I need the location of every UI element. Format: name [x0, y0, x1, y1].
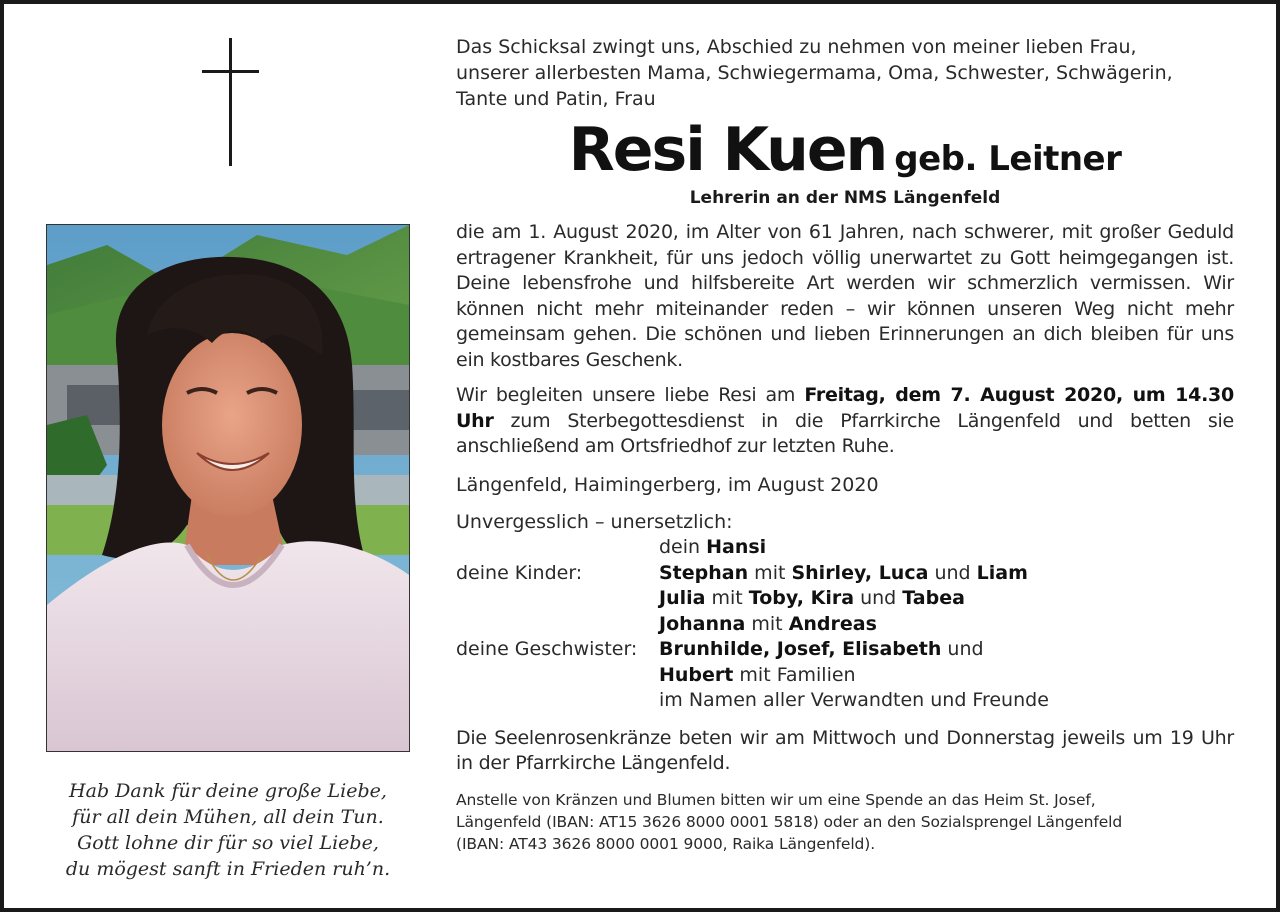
poem-line: für all dein Mühen, all dein Tun. [72, 806, 384, 828]
family-name: Hubert [659, 663, 734, 686]
family-name: Toby, Kira [748, 587, 855, 609]
family-name: Brunhilde, Josef, Elisabeth [659, 638, 942, 660]
name-main: Resi Kuen [568, 115, 887, 185]
family-row [456, 637, 1234, 663]
children-label: deine Kinder: [456, 561, 583, 584]
donation-line: Längenfeld (IBAN: AT15 3626 8000 0001 5818) oder an den Sozialsprengel Längenfeld [456, 812, 1123, 831]
poem-line: du mögest sanft in Frieden ruh’n. [65, 858, 391, 880]
family-text: mit [745, 612, 789, 635]
family-text: mit [705, 587, 749, 609]
family-text: dein [659, 536, 707, 558]
intro-line: unserer allerbesten Mama, Schwiegermama, Oma, Schwester, Schwägerin, [456, 62, 1173, 84]
family-row [456, 688, 1234, 714]
deceased-name [456, 114, 1234, 186]
family-row [456, 612, 1234, 638]
donation-line: (IBAN: AT43 3626 8000 0001 9000, Raika Längenfeld). [456, 834, 876, 853]
intro-line: Das Schicksal zwingt uns, Abschied zu nehmen von meiner lieben Frau, [456, 36, 1137, 58]
family-name: Shirley, Luca [791, 561, 929, 584]
funeral-text-pre: Wir begleiten unsere liebe Resi am [456, 384, 805, 406]
family-text: mit Familien [733, 663, 856, 686]
donation-line: Anstelle von Kränzen und Blumen bitten wir um eine Spende an das Heim St. Josef, [456, 790, 1096, 809]
name-birth: geb. Leitner [894, 139, 1122, 179]
family-text: mit [748, 561, 792, 584]
intro-text [456, 34, 1234, 112]
family-text: und [928, 561, 977, 584]
family-text: und [941, 638, 984, 660]
family-text: und [854, 587, 903, 609]
rosary-paragraph: Die Seelenrosenkränze beten wir am Mittwoch und Donnerstag jeweils um 19 Uhr in der Pfarrkirche Längenfeld. [456, 726, 1234, 774]
intro-line: Tante und Patin, Frau [456, 88, 656, 110]
family-name: Andreas [788, 612, 877, 635]
profession: Lehrerin an der NMS Längenfeld [689, 188, 1001, 208]
siblings-label: deine Geschwister: [456, 638, 638, 660]
family-row [456, 561, 1234, 587]
family-name: Tabea [902, 587, 965, 609]
place-date: Längenfeld, Haimingerberg, im August 2020 [456, 473, 879, 496]
family-name: Johanna [659, 612, 746, 635]
funeral-paragraph [456, 383, 1234, 460]
family-row [456, 586, 1234, 612]
family-name: Stephan [659, 561, 749, 584]
family-heading-row [456, 510, 1234, 536]
family-name: Julia [659, 587, 706, 609]
family-name: Hansi [706, 536, 767, 558]
family-name: Liam [976, 561, 1028, 584]
portrait-photo [46, 224, 410, 752]
announcement-paragraph: die am 1. August 2020, im Alter von 61 Jahren, nach schwerer, mit großer Geduld ertragener Krankheit, für uns jedoch völlig unerwartet zu Gott heimgegangen ist. Deine lebensfrohe und hilfsbereite Art werden wir schmerzlich vermissen. Wir können nicht mehr miteinander reden – wir können unseren Weg nicht mehr gemeinsam gehen. Die schönen und lieben Erinnerungen an dich bleiben für uns ein kostbares Geschenk. [456, 221, 1234, 371]
funeral-text-post: zum Sterbegottesdienst in die Pfarrkirche Längenfeld und betten sie anschließend am Ortsfriedhof zur letzten Ruhe. [456, 409, 1234, 457]
poem-line: Gott lohne dir für so viel Liebe, [77, 832, 379, 854]
family-row [456, 663, 1234, 689]
poem-line: Hab Dank für deine große Liebe, [69, 780, 387, 802]
family-list [456, 510, 1234, 714]
relatives-text: im Namen aller Verwandten und Freunde [659, 689, 1049, 711]
poem [46, 778, 410, 882]
cross-icon [202, 38, 262, 170]
family-heading: Unvergesslich – unersetzlich: [456, 510, 733, 533]
donation-note [456, 789, 1234, 855]
family-row [456, 535, 1234, 561]
funeral-date: Freitag, dem 7. August 2020, um 14.30 Uhr [456, 384, 1234, 432]
text-column [456, 34, 1234, 855]
